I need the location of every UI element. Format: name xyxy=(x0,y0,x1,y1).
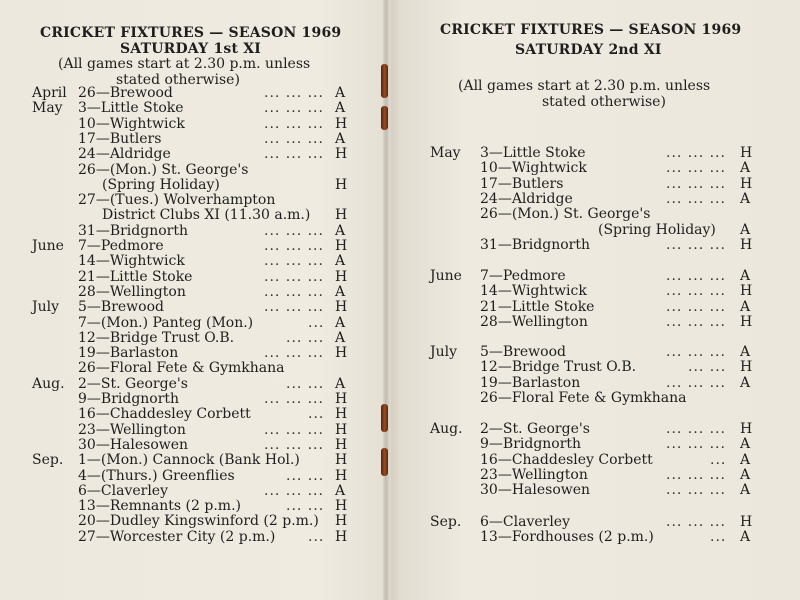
fixture-row xyxy=(430,467,760,483)
fixture-leader-dots: ... ... ... xyxy=(264,391,324,407)
fixture-leader-dots: ... xyxy=(710,529,727,546)
fixture-row xyxy=(430,237,760,253)
fixture-row xyxy=(430,268,760,284)
fixture-leader-dots: ... ... ... xyxy=(264,238,324,254)
left-page-note-line2: stated otherwise) xyxy=(116,72,240,88)
fixture-leader-dots: ... ... ... xyxy=(264,115,324,132)
fixture-leader-dots: ... ... xyxy=(286,329,325,346)
fixture-text: 27—(Tues.) Wolverhampton xyxy=(78,192,276,209)
fixture-leader-dots: ... ... xyxy=(688,359,727,376)
fixture-row xyxy=(32,437,362,453)
fixture-month: Aug. xyxy=(430,421,463,437)
fixture-row xyxy=(32,116,362,132)
fixture-venue: H xyxy=(335,391,348,407)
fixture-row xyxy=(430,191,760,207)
fixture-row xyxy=(32,330,362,346)
fixture-venue: A xyxy=(335,253,346,270)
right-page-note-line1: (All games start at 2.30 p.m. unless xyxy=(458,78,711,94)
fixture-venue: A xyxy=(740,374,751,391)
fixture-text: 4—(Thurs.) Greenflies xyxy=(78,467,235,484)
fixture-venue: H xyxy=(335,268,348,285)
fixture-leader-dots: ... ... ... xyxy=(264,436,324,453)
fixture-text: 3—Little Stoke xyxy=(78,100,184,117)
fixture-venue: A xyxy=(740,436,751,453)
fixture-leader-dots: ... ... ... xyxy=(666,268,726,284)
fixture-leader-dots: ... ... ... xyxy=(264,268,324,285)
fixture-text: 19—Barlaston xyxy=(480,374,581,391)
fixture-text: 12—Bridge Trust O.B. xyxy=(480,359,637,376)
fixture-text: 26—Floral Fete & Gymkhana xyxy=(78,360,285,377)
staple-top-lower xyxy=(381,106,388,130)
fixture-venue: H xyxy=(335,345,348,362)
fixture-row xyxy=(32,177,362,193)
fixture-row xyxy=(32,468,362,484)
fixture-text: 26—Brewood xyxy=(78,85,173,101)
fixture-text: 6—Claverley xyxy=(78,482,169,499)
fixture-text: 21—Little Stoke xyxy=(78,268,193,285)
fixture-row xyxy=(430,314,760,330)
fixture-leader-dots: ... ... ... xyxy=(666,466,726,483)
fixture-leader-dots: ... ... ... xyxy=(666,283,726,300)
fixture-month: Aug. xyxy=(32,375,65,392)
fixture-text: 1—(Mon.) Cannock (Bank Hol.) xyxy=(78,452,300,469)
fixture-text: 7—(Mon.) Panteg (Mon.) xyxy=(78,314,254,331)
fixture-text: 14—Wightwick xyxy=(480,283,587,300)
fixture-venue: A xyxy=(740,268,751,284)
fixture-text: 10—Wightwick xyxy=(78,115,185,132)
fixture-leader-dots: ... ... xyxy=(286,498,325,515)
right-page-subheading: SATURDAY 2nd XI xyxy=(515,42,662,58)
right-page xyxy=(392,0,800,600)
fixture-text: 16—Chaddesley Corbett xyxy=(480,451,653,468)
fixture-venue: H xyxy=(335,421,348,438)
fixture-venue: A xyxy=(740,466,751,483)
staple-top-upper xyxy=(381,64,388,98)
fixture-month: June xyxy=(32,238,64,254)
fixture-text: (Spring Holiday) xyxy=(598,221,716,238)
fixture-venue: H xyxy=(335,452,348,469)
fixture-text: 30—Halesowen xyxy=(480,482,591,499)
left-page-subheading: SATURDAY 1st XI xyxy=(120,41,262,57)
fixture-leader-dots: ... ... ... xyxy=(264,100,324,117)
fixture-text: 9—Bridgnorth xyxy=(78,391,180,407)
fixture-row xyxy=(430,452,760,468)
fixture-leader-dots: ... ... xyxy=(286,375,325,392)
fixture-venue: H xyxy=(740,145,753,161)
fixture-venue: A xyxy=(335,100,346,117)
fixture-leader-dots: ... ... xyxy=(286,467,325,484)
fixture-venue: H xyxy=(740,359,753,376)
fixture-leader-dots: ... ... ... xyxy=(264,421,324,438)
fixture-row xyxy=(32,513,362,529)
fixture-leader-dots: ... ... ... xyxy=(666,160,726,177)
fixture-text: 19—Barlaston xyxy=(78,345,179,362)
fixture-leader-dots: ... ... ... xyxy=(666,374,726,391)
left-page xyxy=(0,0,380,600)
fixture-text: 6—Claverley xyxy=(480,514,571,530)
fixture-text: 7—Pedmore xyxy=(480,268,566,284)
fixture-text: 13—Remnants (2 p.m.) xyxy=(78,498,241,515)
fixture-venue: A xyxy=(740,160,751,177)
fixture-row xyxy=(430,145,760,161)
fixture-row xyxy=(32,162,362,178)
fixture-row xyxy=(32,131,362,147)
fixture-month: May xyxy=(430,145,461,161)
fixture-venue: A xyxy=(740,344,751,360)
fixture-row xyxy=(430,421,760,437)
fixture-row xyxy=(32,529,362,545)
fixture-row xyxy=(32,253,362,269)
fixture-leader-dots: ... xyxy=(308,314,325,331)
fixture-row xyxy=(32,452,362,468)
fixture-text: 31—Bridgnorth xyxy=(480,236,590,253)
fixture-leader-dots: ... ... ... xyxy=(264,283,324,300)
fixture-text: 17—Butlers xyxy=(480,175,564,192)
fixture-text: 9—Bridgnorth xyxy=(480,436,582,453)
fixture-leader-dots: ... ... ... xyxy=(264,253,324,270)
fixture-text: 2—St. George's xyxy=(78,375,188,392)
fixture-leader-dots: ... xyxy=(308,406,325,423)
fixture-leader-dots: ... ... ... xyxy=(264,130,324,147)
fixture-row xyxy=(430,206,760,222)
fixture-venue: H xyxy=(740,313,753,330)
fixture-text: 21—Little Stoke xyxy=(480,298,595,315)
fixture-leader-dots: ... ... ... xyxy=(264,146,324,163)
fixture-leader-dots: ... xyxy=(710,451,727,468)
fixture-text: 23—Wellington xyxy=(480,466,588,483)
fixture-leader-dots: ... ... ... xyxy=(666,145,726,161)
fixture-leader-dots: ... xyxy=(308,528,325,545)
fixture-text: (Spring Holiday) xyxy=(102,176,220,193)
fixture-row xyxy=(430,283,760,299)
fixture-leader-dots: ... ... ... xyxy=(264,299,324,316)
fixture-text: 30—Halesowen xyxy=(78,436,189,453)
fixture-month: June xyxy=(430,268,462,284)
fixture-venue: A xyxy=(335,375,346,392)
fixture-leader-dots: ... ... ... xyxy=(666,482,726,499)
fixture-venue: H xyxy=(740,236,753,253)
fixture-row xyxy=(32,345,362,361)
fixture-text: 26—(Mon.) St. George's xyxy=(480,206,651,223)
fixture-text: 31—Bridgnorth xyxy=(78,222,188,239)
fixture-row xyxy=(32,360,362,376)
fixture-venue: H xyxy=(335,146,348,163)
fixture-venue: A xyxy=(740,190,751,207)
fixture-text: 24—Aldridge xyxy=(480,190,573,207)
fixture-venue: H xyxy=(740,283,753,300)
fixture-text: 23—Wellington xyxy=(78,421,186,438)
fixture-row xyxy=(32,422,362,438)
fixture-text: 24—Aldridge xyxy=(78,146,171,163)
fixture-venue: A xyxy=(335,85,346,101)
fixture-leader-dots: ... ... ... xyxy=(666,421,726,437)
fixture-row xyxy=(32,391,362,407)
fixture-text: 28—Wellington xyxy=(78,283,186,300)
fixture-text: 5—Brewood xyxy=(78,299,164,316)
fixture-row xyxy=(430,160,760,176)
fixture-text: 27—Worcester City (2 p.m.) xyxy=(78,528,276,545)
fixture-leader-dots: ... ... ... xyxy=(264,222,324,239)
fixture-venue: H xyxy=(335,436,348,453)
fixture-venue: A xyxy=(335,482,346,499)
fixture-text: 12—Bridge Trust O.B. xyxy=(78,329,235,346)
fixture-row xyxy=(32,483,362,499)
fixture-row xyxy=(32,85,362,101)
fixture-month: May xyxy=(32,100,63,117)
fixture-leader-dots: ... ... ... xyxy=(264,482,324,499)
fixture-text: 20—Dudley Kingswinford (2 p.m.) xyxy=(78,513,319,530)
fixture-venue: H xyxy=(335,513,348,530)
fixture-text: 3—Little Stoke xyxy=(480,145,586,161)
fixture-text: 26—Floral Fete & Gymkhana xyxy=(480,389,687,406)
fixture-venue: A xyxy=(740,451,751,468)
fixture-text: 16—Chaddesley Corbett xyxy=(78,406,251,423)
fixture-venue: A xyxy=(740,529,751,546)
fixture-text: 26—(Mon.) St. George's xyxy=(78,161,249,178)
left-page-heading: CRICKET FIXTURES — SEASON 1969 xyxy=(40,25,342,41)
fixture-leader-dots: ... ... ... xyxy=(666,190,726,207)
fixture-row xyxy=(32,284,362,300)
fixture-row xyxy=(430,359,760,375)
fixture-leader-dots: ... ... ... xyxy=(666,344,726,360)
fixture-text: 17—Butlers xyxy=(78,130,162,147)
fixture-row xyxy=(32,223,362,239)
fixture-row xyxy=(32,238,362,254)
fixture-row xyxy=(430,344,760,360)
fixture-row xyxy=(32,146,362,162)
fixture-text: 14—Wightwick xyxy=(78,253,185,270)
staple-bottom-upper xyxy=(381,404,388,432)
left-page-note-line1: (All games start at 2.30 p.m. unless xyxy=(58,56,311,72)
fixture-venue: H xyxy=(335,406,348,423)
fixture-text: 7—Pedmore xyxy=(78,238,164,254)
fixture-venue: A xyxy=(335,314,346,331)
fixture-month: Sep. xyxy=(32,452,64,469)
fixture-row xyxy=(32,498,362,514)
fixture-month: Sep. xyxy=(430,514,462,530)
fixture-text: District Clubs XI (11.30 a.m.) xyxy=(102,207,311,224)
fixture-venue: H xyxy=(740,421,753,437)
fixture-row xyxy=(32,315,362,331)
fixture-venue: A xyxy=(335,329,346,346)
right-page-heading: CRICKET FIXTURES — SEASON 1969 xyxy=(440,22,742,38)
fixture-row xyxy=(32,192,362,208)
fixture-venue: H xyxy=(740,175,753,192)
fixture-row xyxy=(430,299,760,315)
fixture-row xyxy=(32,406,362,422)
fixture-venue: A xyxy=(335,130,346,147)
fixture-venue: H xyxy=(335,115,348,132)
fixture-venue: A xyxy=(335,222,346,239)
fixture-row xyxy=(32,376,362,392)
fixture-text: 13—Fordhouses (2 p.m.) xyxy=(480,529,654,546)
fixture-text: 5—Brewood xyxy=(480,344,566,360)
fixture-venue: H xyxy=(335,498,348,515)
fixture-text: 2—St. George's xyxy=(480,421,590,437)
fixture-venue: A xyxy=(335,283,346,300)
fixture-venue: H xyxy=(335,467,348,484)
fixture-venue: H xyxy=(335,238,348,254)
fixture-row xyxy=(32,100,362,116)
fixture-month: July xyxy=(430,344,458,360)
fixture-venue: A xyxy=(740,221,751,238)
fixture-row xyxy=(430,222,760,238)
staple-bottom-lower xyxy=(381,448,388,476)
fixture-venue: A xyxy=(740,298,751,315)
fixture-leader-dots: ... ... ... xyxy=(666,313,726,330)
fixture-leader-dots: ... ... ... xyxy=(666,236,726,253)
fixture-row xyxy=(430,176,760,192)
fixture-venue: H xyxy=(335,299,348,316)
fixture-venue: H xyxy=(740,514,753,530)
fixture-text: 28—Wellington xyxy=(480,313,588,330)
fixture-row xyxy=(430,482,760,498)
fixture-leader-dots: ... ... ... xyxy=(264,345,324,362)
fixture-leader-dots: ... ... ... xyxy=(666,514,726,530)
fixture-row xyxy=(430,375,760,391)
fixture-row xyxy=(430,529,760,545)
fixture-leader-dots: ... ... ... xyxy=(264,85,324,101)
fixture-month: July xyxy=(32,299,60,316)
fixture-row xyxy=(430,436,760,452)
fixture-venue: H xyxy=(335,176,348,193)
fixture-text: 10—Wightwick xyxy=(480,160,587,177)
fixture-leader-dots: ... ... ... xyxy=(666,175,726,192)
right-page-note-line2: stated otherwise) xyxy=(542,94,666,110)
fixture-row xyxy=(32,269,362,285)
fixture-venue: H xyxy=(335,207,348,224)
fixture-row xyxy=(430,514,760,530)
fixture-venue: H xyxy=(335,528,348,545)
fixture-venue: A xyxy=(740,482,751,499)
fixture-leader-dots: ... ... ... xyxy=(666,436,726,453)
fixture-row xyxy=(430,390,760,406)
fixture-leader-dots: ... ... ... xyxy=(666,298,726,315)
fixture-row xyxy=(32,207,362,223)
fixture-row xyxy=(32,299,362,315)
fixture-month: April xyxy=(32,85,67,101)
